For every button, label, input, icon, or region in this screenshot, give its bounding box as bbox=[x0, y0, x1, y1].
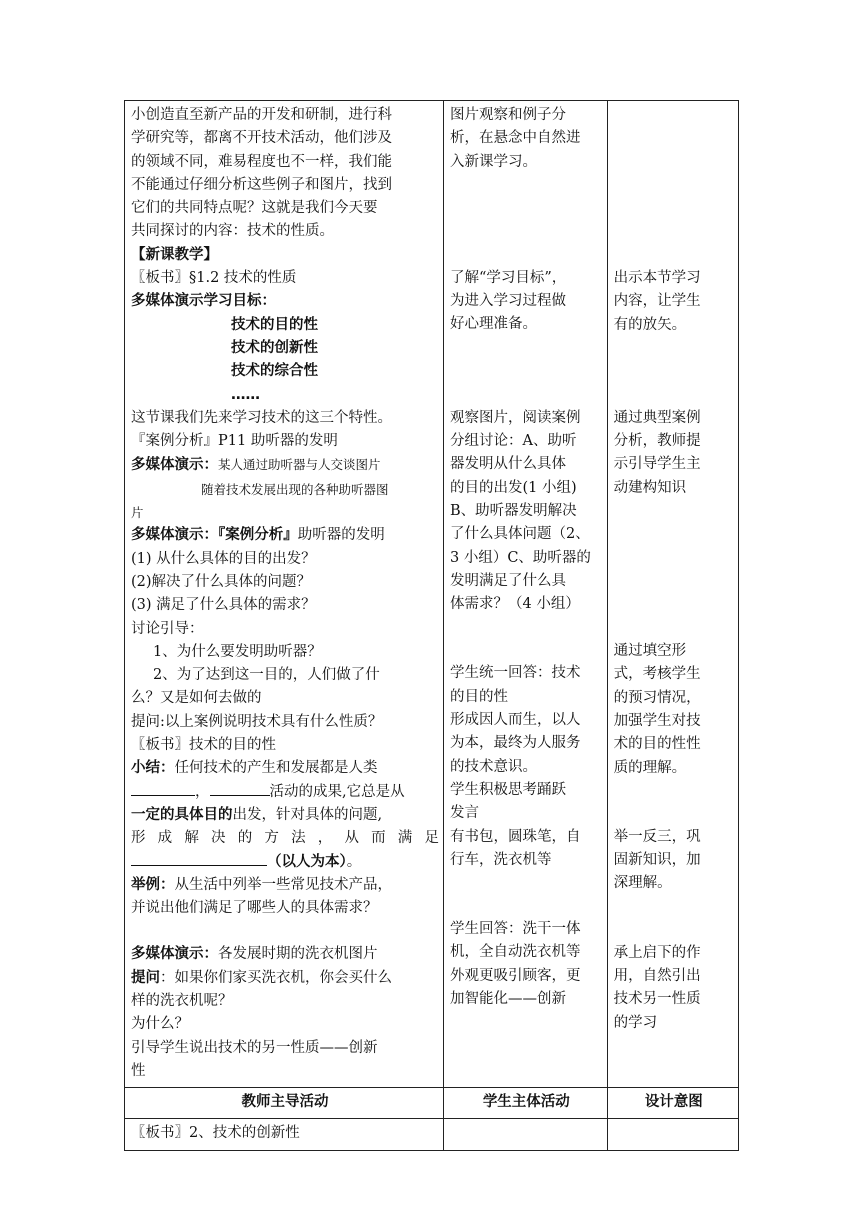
board-note bbox=[131, 734, 439, 757]
design-line: 通过典型案例 bbox=[613, 409, 701, 426]
board-label: 〖板书〗 bbox=[131, 737, 189, 754]
media-demo-1-end: 片 bbox=[131, 505, 144, 521]
design-line: 通过填空形 bbox=[613, 643, 687, 660]
table-row-last bbox=[125, 1119, 739, 1150]
design-line: 加强学生对技 bbox=[613, 712, 701, 729]
student-line: 析，在悬念中自然进 bbox=[449, 130, 581, 147]
summary-text: ， bbox=[195, 783, 210, 800]
student-activity-cell bbox=[443, 101, 607, 1088]
design-line: 术的目的性性 bbox=[613, 736, 701, 753]
student-line: 学生统一回答：技术 bbox=[449, 665, 581, 682]
table-header-row bbox=[125, 1088, 739, 1119]
design-line: 固新知识，加 bbox=[613, 852, 701, 869]
example-line bbox=[131, 874, 439, 897]
lesson-plan-page bbox=[124, 100, 739, 1151]
spacer bbox=[614, 104, 734, 267]
student-line: 3 小组）C、助听器的 bbox=[449, 549, 591, 566]
fill-blank bbox=[131, 851, 267, 866]
student-line: 好心理准备。 bbox=[449, 316, 537, 333]
teacher-activity-cell bbox=[125, 101, 444, 1088]
summary-bold: （以人为本） bbox=[267, 853, 347, 870]
spacer bbox=[614, 500, 734, 640]
ask-label: 提问 bbox=[131, 969, 160, 986]
student-line: 有书包，圆珠笔，自 bbox=[449, 828, 581, 845]
summary-text: 。 bbox=[346, 853, 362, 870]
design-line: 出示本节学习 bbox=[613, 270, 701, 286]
intro-line: 学研究等，都离不开技术活动，他们涉及 bbox=[131, 130, 392, 147]
example-line-2: 并说出他们满足了哪些人的具体需求？ bbox=[131, 900, 378, 917]
fill-blank bbox=[131, 781, 195, 796]
question-2: (2)解决了什么具体的问题？ bbox=[131, 573, 312, 590]
design-line: 质的理解。 bbox=[613, 759, 687, 776]
student-line: 学生积极思考踊跃 bbox=[449, 781, 566, 798]
spacer bbox=[614, 337, 734, 407]
example-label: 举例： bbox=[131, 876, 175, 893]
goal-item: 技术的综合性 bbox=[231, 363, 318, 380]
student-activity-cell bbox=[443, 1119, 607, 1150]
student-line: 入新课学习。 bbox=[449, 153, 537, 170]
example-text: 从生活中列举一些常见技术产品， bbox=[174, 876, 392, 893]
student-line: 为进入学习过程做 bbox=[449, 293, 566, 310]
board-note bbox=[131, 267, 439, 290]
board-text: 技术的目的性 bbox=[189, 737, 276, 754]
summary-line: 形成解决的方法，从而满足 bbox=[131, 830, 439, 847]
media-label: 多媒体演示： bbox=[131, 457, 218, 474]
header-student: 学生主体活动 bbox=[443, 1088, 607, 1119]
goal-item: 技术的创新性 bbox=[231, 339, 318, 356]
student-line: B、助听器发明解决 bbox=[449, 502, 577, 519]
design-line: 技术另一性质 bbox=[613, 991, 701, 1008]
media-text: 某人通过助听器与人交谈图片 bbox=[218, 457, 381, 473]
design-line: 承上启下的作 bbox=[613, 944, 701, 961]
media-demo-2 bbox=[131, 524, 439, 547]
board-label: 〖板书〗 bbox=[131, 1125, 189, 1142]
question-1: (1) 从什么具体的目的出发？ bbox=[131, 550, 316, 567]
student-line: 图片观察和例子分 bbox=[449, 107, 566, 123]
media-label: 多媒体演示：『案例分析』 bbox=[131, 527, 298, 544]
board-text: 2、技术的创新性 bbox=[189, 1125, 300, 1142]
spacer bbox=[450, 872, 603, 918]
case-title: P11 助听器的发明 bbox=[218, 433, 338, 450]
design-line: 内容，让学生 bbox=[613, 293, 701, 310]
board-text: §1.2 技术的性质 bbox=[189, 270, 297, 287]
design-line: 的学习 bbox=[613, 1014, 658, 1031]
student-line: 的目的性 bbox=[449, 688, 508, 705]
student-line: 学生回答：洗干一体 bbox=[449, 921, 581, 938]
design-line: 示引导学生主 bbox=[613, 456, 701, 473]
case-label: 『案例分析』 bbox=[131, 433, 218, 450]
spacer bbox=[131, 920, 439, 943]
discussion-item: 2、为了达到这一目的，人们做了什 bbox=[153, 667, 380, 684]
summary-line bbox=[131, 781, 439, 804]
student-line: 机，全自动洗衣机等 bbox=[449, 944, 581, 961]
summary-text: 活动的成果,它总是从 bbox=[269, 783, 405, 800]
student-line: 发言 bbox=[449, 805, 479, 822]
guide-line: 引导学生说出技术的另一性质——创新 bbox=[131, 1039, 378, 1056]
intro-line: 的领域不同，难易程度也不一样，我们能 bbox=[131, 153, 392, 170]
design-intent-cell bbox=[607, 1119, 738, 1150]
design-line: 用，自然引出 bbox=[613, 968, 701, 985]
summary-line bbox=[131, 757, 439, 780]
discussion-item-cont: 么？又是如何去做的 bbox=[131, 690, 262, 707]
design-line: 分析，教师提 bbox=[613, 433, 701, 450]
media-text: 各发展时期的洗衣机图片 bbox=[218, 946, 378, 963]
student-line: 了解“学习目标”， bbox=[449, 269, 567, 286]
summary-text: 出发，针对具体的问题, bbox=[232, 806, 383, 823]
intro-line: 不能通过仔细分析这些例子和图片，找到 bbox=[131, 176, 392, 193]
discussion-label: 讨论引导： bbox=[131, 620, 204, 637]
why-question: 为什么？ bbox=[131, 1016, 189, 1033]
goal-item: …… bbox=[231, 386, 260, 403]
student-line: 外观更吸引顾客，更 bbox=[449, 967, 581, 984]
teacher-activity-cell bbox=[125, 1119, 444, 1150]
design-line: 式，考核学生 bbox=[613, 666, 701, 683]
media-label: 多媒体演示： bbox=[131, 946, 218, 963]
student-line: 的目的出发(1 小组) bbox=[449, 479, 577, 496]
student-line: 器发明从什么具体 bbox=[449, 456, 566, 473]
innovation-question-2: 样的洗衣机呢？ bbox=[131, 992, 233, 1009]
spacer bbox=[614, 896, 734, 942]
design-line: 有的放矢。 bbox=[613, 316, 687, 333]
design-intent-cell bbox=[607, 101, 738, 1088]
media-demo-3 bbox=[131, 943, 439, 966]
innovation-question bbox=[131, 967, 439, 990]
new-lesson-heading: 【新课教学】 bbox=[131, 246, 218, 263]
this-lesson-text: 这节课我们先来学习技术的这三个特性。 bbox=[131, 409, 392, 426]
purpose-question: 提问:以上案例说明技术具有什么性质？ bbox=[131, 713, 383, 730]
ask-text: ：如果你们家买洗衣机，你会买什么 bbox=[160, 969, 392, 986]
goal-item: 技术的目的性 bbox=[231, 316, 318, 333]
summary-line bbox=[131, 804, 439, 827]
design-line: 的预习情况， bbox=[613, 689, 701, 706]
lesson-plan-table bbox=[124, 100, 739, 1151]
design-line: 深理解。 bbox=[613, 875, 672, 892]
media-text: 助听器的发明 bbox=[297, 527, 385, 544]
media-demo-1-cont: 随着技术发展出现的各种助听器图 bbox=[201, 481, 389, 497]
table-row-main bbox=[125, 101, 739, 1088]
summary-line bbox=[131, 851, 439, 874]
media-demo-1 bbox=[131, 453, 439, 477]
student-line: 发明满足了什么具 bbox=[449, 572, 566, 589]
discussion-item: 1、为什么要发明助听器？ bbox=[153, 643, 322, 660]
case-analysis-title bbox=[131, 430, 439, 453]
student-line: 加智能化——创新 bbox=[449, 991, 566, 1008]
intro-paragraph bbox=[131, 104, 439, 244]
spacer bbox=[450, 174, 603, 267]
student-line: 体需求？（4 小组） bbox=[449, 596, 580, 613]
student-line: 的技术意识。 bbox=[449, 758, 537, 775]
spacer bbox=[614, 780, 734, 826]
spacer bbox=[450, 337, 603, 407]
design-line: 举一反三，巩 bbox=[613, 828, 701, 845]
header-teacher: 教师主导活动 bbox=[125, 1088, 444, 1119]
student-line: 形成因人而生，以人 bbox=[449, 712, 581, 729]
summary-text: 任何技术的产生和发展都是人类 bbox=[174, 760, 378, 777]
student-line: 行车，洗衣机等 bbox=[449, 851, 552, 868]
guide-line-2: 性 bbox=[131, 1062, 146, 1079]
media-goal-label: 多媒体演示学习目标： bbox=[131, 293, 276, 310]
spacer bbox=[450, 616, 603, 662]
header-design: 设计意图 bbox=[607, 1088, 738, 1119]
student-line: 观察图片，阅读案例 bbox=[449, 409, 581, 426]
student-line: 为本，最终为人服务 bbox=[449, 735, 581, 752]
intro-line: 小创造直至新产品的开发和研制，进行科 bbox=[131, 107, 392, 123]
fill-blank bbox=[210, 781, 270, 796]
student-line: 分组讨论：A、助听 bbox=[449, 433, 577, 450]
design-line: 动建构知识 bbox=[613, 479, 687, 496]
board-label: 〖板书〗 bbox=[131, 270, 189, 287]
summary-bold: 一定的具体目的 bbox=[131, 806, 233, 823]
student-line: 了什么具体问题（2、 bbox=[449, 526, 590, 543]
intro-line: 它们的共同特点呢？这就是我们今天要 bbox=[131, 200, 378, 217]
intro-line: 共同探讨的内容：技术的性质。 bbox=[131, 223, 334, 240]
question-3: (3) 满足了什么具体的需求？ bbox=[131, 597, 316, 614]
summary-label: 小结： bbox=[131, 760, 175, 777]
